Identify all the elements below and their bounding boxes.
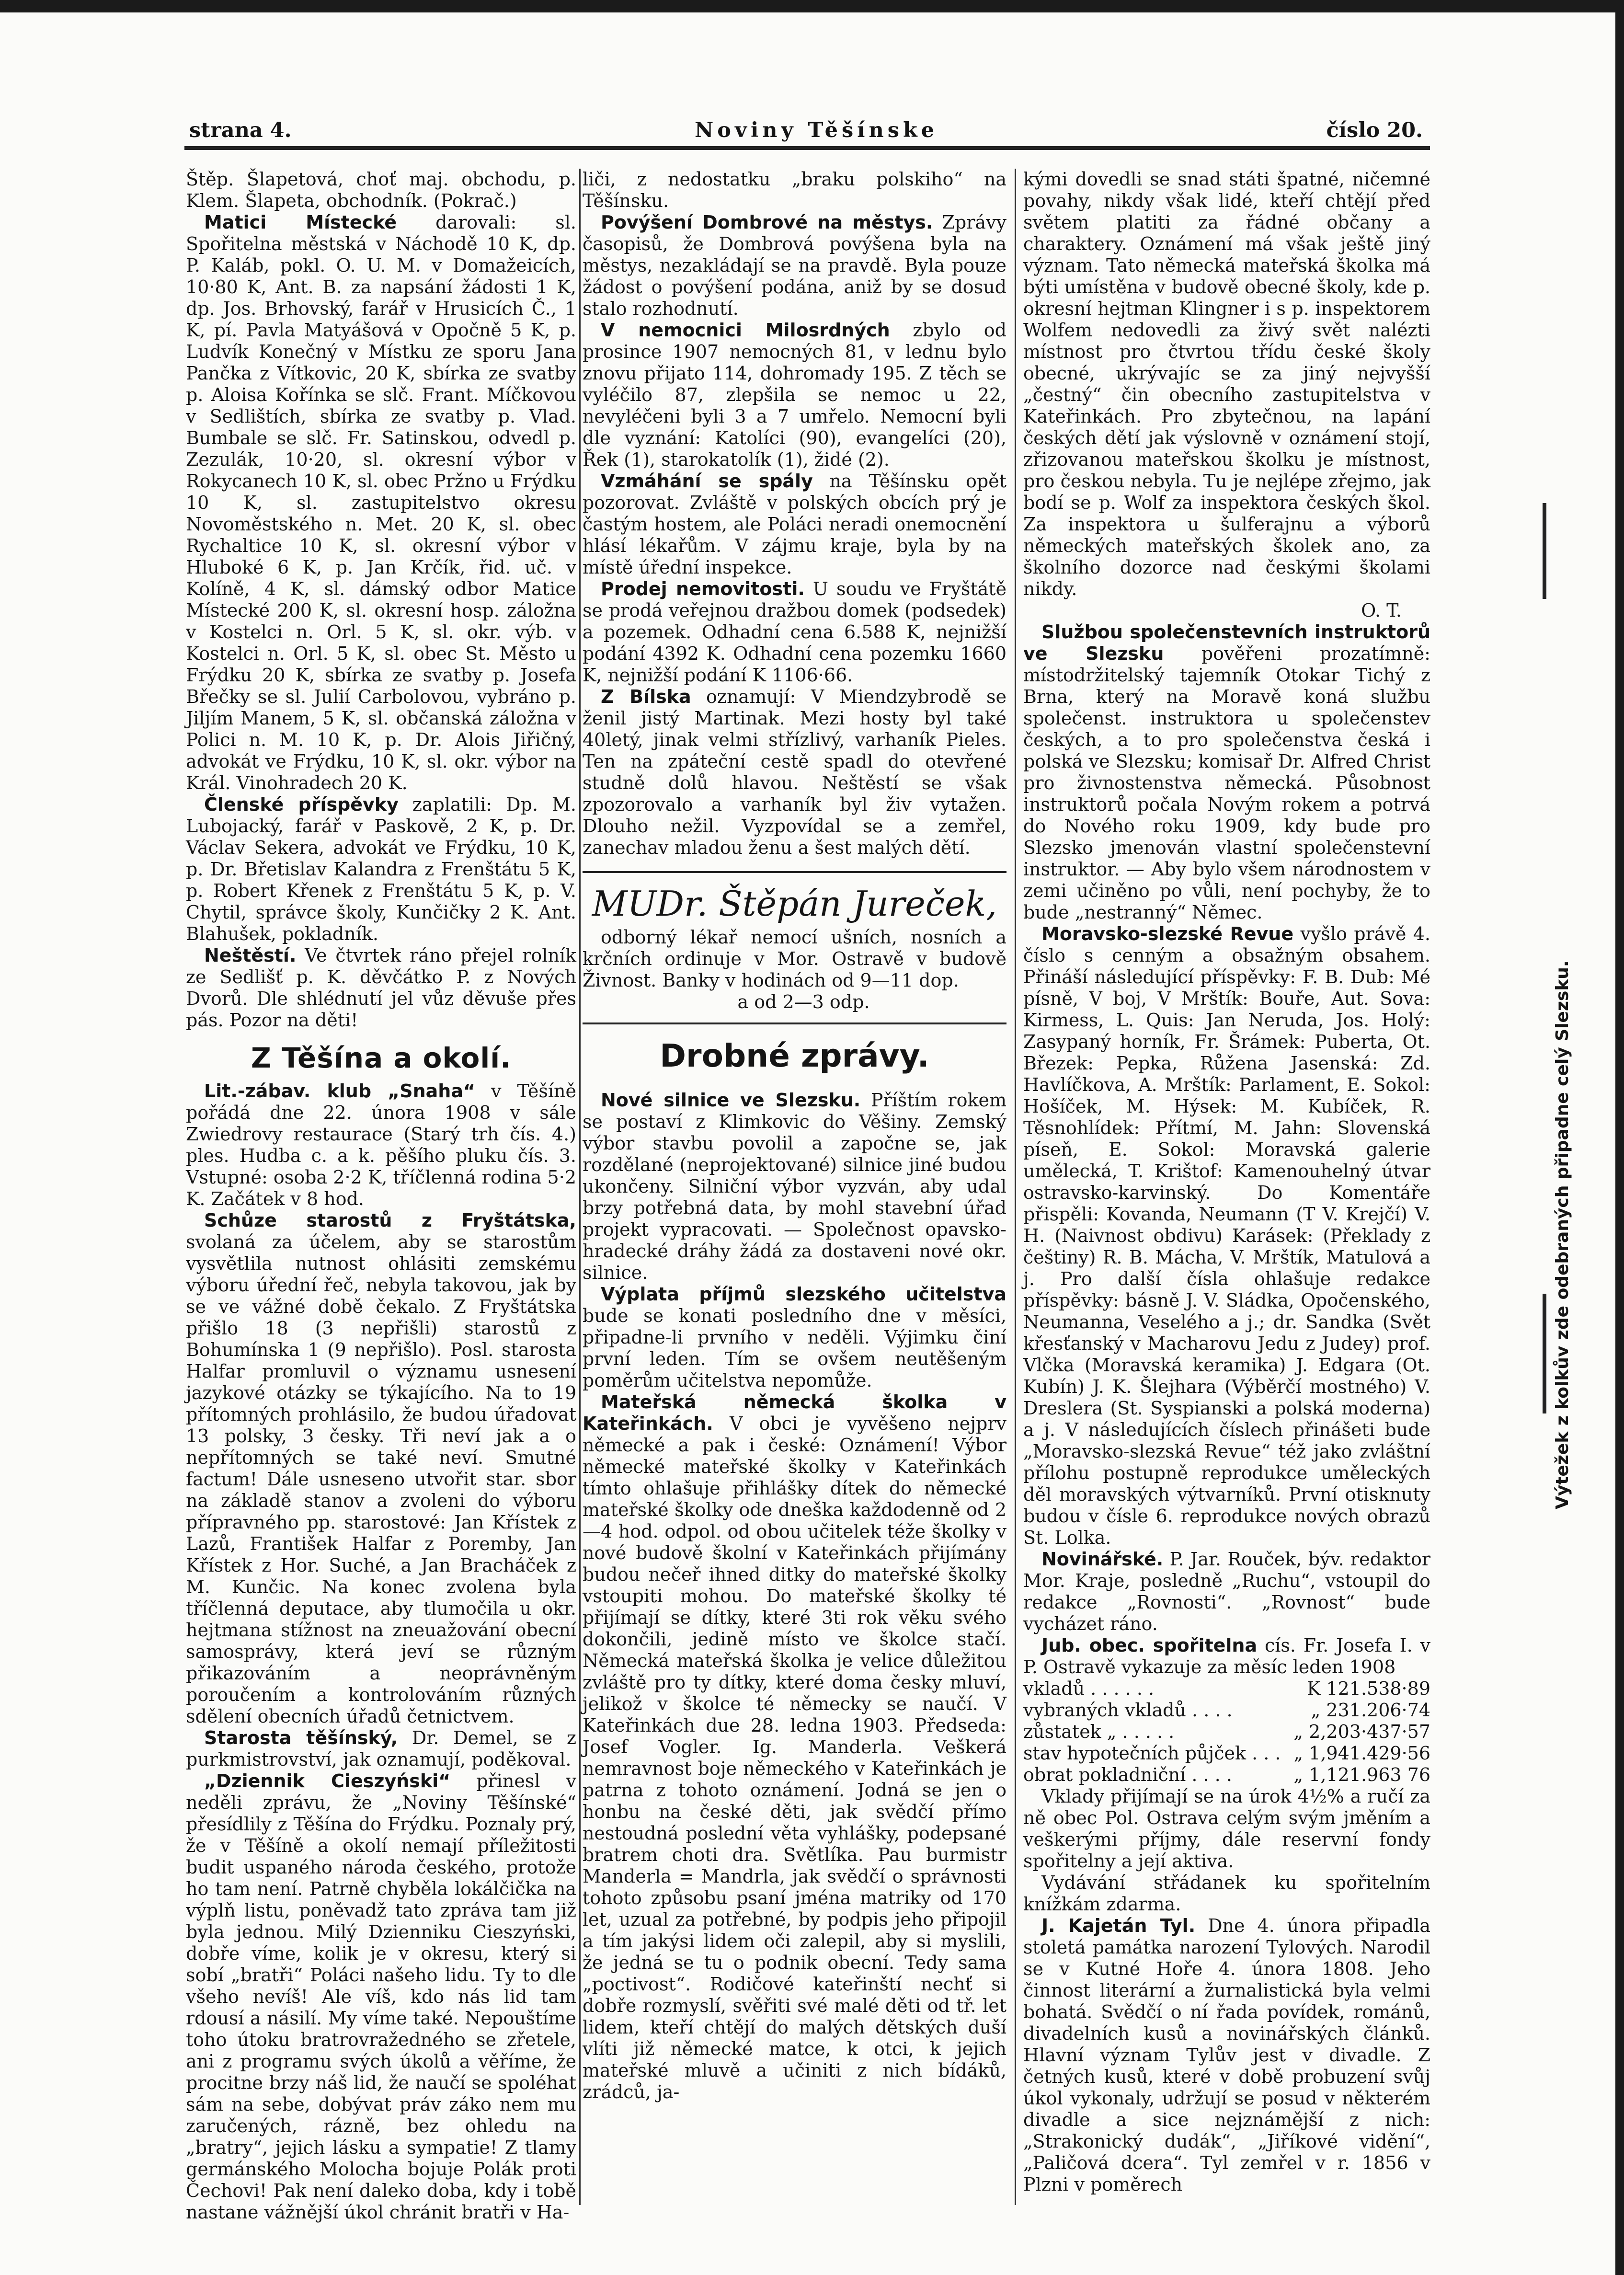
article-heading: Vzmáhání se spály bbox=[601, 471, 813, 492]
article-heading: Schůze starostů z Fryštátska, bbox=[204, 1210, 576, 1231]
article-heading: Neštěstí. bbox=[204, 945, 297, 966]
article-text: Příštím rokem se postaví z Klimkovic do Věšiny. Zemský výbor stavbu povolil a započne se, jak rozdělané (neprojektované) silnice jiné budou ukončeny. Silniční výbor vyzván, aby udal brzy potřebná data, by mohl stavební úřad projekt vypracovati. — Společnost opavsko-hradecké dráhy žádá za dostaveni nové okr. silnice. bbox=[583, 1090, 1007, 1283]
stat-label: obrat pokladniční . . . . bbox=[1023, 1764, 1232, 1785]
article-paragraph bbox=[186, 945, 576, 1031]
article-paragraph bbox=[1023, 1549, 1430, 1635]
article-paragraph: Vklady přijímají se na úrok 4½% a ručí za ně obec Pol. Ostrava celým svým jměním a veškerými příjmy, dále reservní fondy spořitelny a její aktiva. bbox=[1023, 1786, 1430, 1872]
article-heading: Mateřská německá školka v Kateřinkách. bbox=[583, 1391, 1006, 1434]
article-text: V obci je vyvěšeno nejprv německé a pak i české: Oznámení! Výbor německé mateřské školky v Kateřinkách tímto ohlašuje přihlášky dítek do německé mateřské školky ode dneška každodenně od 2—4 hod. odpol. od obou učitelek téže školky v nové budově školní v Kateřinkách přijímány budou nečeř ihned ditky do mateřské školky vstoupiti mohou. Do mateřské školky té přijímají se dítky, které 3ti rok věku svého dokončili, jedině místo ve školce stačí. Německá mateřská školka je velice důležitou zvláště pro ty dítky, které doma česky mluví, jelikož v školce té německy se naučí. V Kateřinkách due 28. ledna 1903. Předseda: Josef Vogler. Ig. Manderla. Veškerá nemravnost boje německého v Kateřinkách je patrna z tohoto oznámení. Jodná se jen o honbu na české děti, jak svědčí přímo nestoudná poslední věta vyhlášky, podepsané bratrem choti dra. Světlíka. Pau burmistr Manderla = Mandrla, jak svědčí o správnosti tohoto způsobu psaní jména matriky od 170 let, uzual za potřebné, by podpis jeho připojil a tím jakýsi lidem oči zalepil, aby si myslili, že jedná se tu o podnik obecní. Tedy sama „poctivost“. Rodičové kateřinští nechť si dobře rozmyslí, svěřiti své malé děti od tř. let lidem, kteří chtějí do malých dětských duší vlíti již německé matce, k otci, k jejich mateřské mluvě a učiniti z nich bídáků, zrádců, ja- bbox=[583, 1413, 1006, 2103]
article-paragraph bbox=[1023, 1635, 1430, 1678]
article-heading: Výplata příjmů slezského učitelstva bbox=[601, 1284, 1006, 1305]
article-heading: Členské příspěvky bbox=[204, 794, 399, 815]
article-paragraph bbox=[186, 1080, 576, 1210]
stat-label: vkladů . . . . . . bbox=[1023, 1678, 1155, 1699]
stat-value: 2,203·437·57 bbox=[1309, 1721, 1430, 1742]
article-heading: Nové silnice ve Slezsku. bbox=[601, 1090, 861, 1111]
savings-statistics bbox=[1023, 1678, 1430, 1786]
article-text: P. Jar. Rouček, býv. redaktor Mor. Kraje, posledně „Ruchu“, vstoupil do redakce „Rovnosti“. „Rovnost“ bude vycházet ráno. bbox=[1023, 1549, 1430, 1634]
article-paragraph bbox=[583, 320, 1006, 471]
article-paragraph: Vydávání střádanek ku spořitelním knížkám zdarma. bbox=[1023, 1872, 1430, 1915]
article-paragraph bbox=[186, 794, 576, 945]
article-heading: Jub. obec. spořitelna bbox=[1041, 1635, 1258, 1656]
margin-bar bbox=[1543, 1294, 1546, 1413]
article-text: Ve čtvrtek ráno přejel rolník ze Sedlišť p. K. děvčátko P. z Nových Dvorů. Dle shlédnutí jel vůz děvuše přes pás. Pozor na děti! bbox=[186, 945, 576, 1031]
article-heading: Moravsko-slezské Revue bbox=[1041, 923, 1294, 944]
article-text: pověřeni prozatímně: místodržitelský tajemník Otokar Tichý z Brna, který na Moravě koná službu společenst. instruktora u společenstev českých, a to pro společenstva česká i polská ve Slezsku; komisař Dr. Alfred Christ pro živnostenstva německá. Působnost instruktorů počala Novým rokem a potrvá do Nového roku 1909, kdy bude pro Slezsko jmenován vlastní společenstevní instruktor. — Aby bylo všem národnostem v zemi učiněno po vůli, není pochyby, že to bude „nestranný“ Němec. bbox=[1023, 643, 1430, 923]
stat-unit: K bbox=[1306, 1678, 1321, 1699]
article-heading: „Dziennik Cieszyński“ bbox=[204, 1770, 451, 1792]
stat-row bbox=[1023, 1678, 1430, 1700]
ad-text: odborný lékař nemocí ušních, nosních a krčních ordinuje v Mor. Ostravě v budově Živnost. Banky v hodinách od 9—11 dop. bbox=[583, 927, 1006, 991]
article-text: U soudu ve Fryštátě se prodá veřejnou dražbou domek (podsedek) a pozemek. Odhadní cena 6.588 K, nejnižší podání 4392 K. Odhadní cena pozemku 1660 K, nejnižší podání K 1106·66. bbox=[583, 578, 1007, 686]
column-3 bbox=[1023, 169, 1430, 2198]
section-heading: Drobné zprávy. bbox=[660, 1037, 929, 1074]
article-text: Dne 4. února připadla stoletá památka narození Tylových. Narodil se v Kutné Hoře 4. února 1808. Jeho činnost literární a žurnalistická byla velmi bohatá. Svědčí o ní řada povídek, románů, divadelních kusů a novinářských článků. Hlavní význam Tylův jest v divadle. Z četných kusů, které v době probuzení svůj úkol vykonaly, udržují se posud v některém divadle a sice nejznámější z nich: „Strakonický dudák“, „Jiříkové vidění“, „Paličová dcera“. Tyl zemřel v r. 1856 v Plzni v poměrech bbox=[1023, 1915, 1430, 2195]
article-paragraph bbox=[1023, 621, 1430, 923]
article-paragraph bbox=[583, 1391, 1006, 2103]
article-heading: Z Bílska bbox=[601, 686, 691, 707]
article-paragraph bbox=[583, 686, 1006, 859]
article-text: oznamují: V Miendzybrodě se ženil jistý Martinak. Mezi hosty byl také 40letý, jinak velmi střízlivý, varhaník Pieles. Ten na zpáteční cestě spadl do otevřené studně dolů hlavou. Neštěstí se však zpozorovalo a varhaník byl živ vytažen. Dlouho nežil. Vyzpovídal se a zemřel, zanechav mladou ženu a šest malých dětí. bbox=[583, 686, 1006, 858]
article-paragraph bbox=[186, 212, 576, 794]
article-paragraph: Štěp. Šlapetová, choť maj. obchodu, p. Klem. Šlapeta, obchodník. (Pokrač.) bbox=[186, 169, 576, 211]
article-paragraph bbox=[1023, 923, 1430, 1549]
article-text: vyšlo právě 4. číslo s cenným a obsažným obsahem. Přináší následující příspěvky: F. B. Dub: Mé písně, V boj, V Mrštík: Bouře, Aut. Sova: Kirmess, L. Quis: Jan Neruda, Jos. Holý: Zasypaný horník, Fr. Šrámek: Puberta, Ot. Březek: Pepka, Růžena Jasenská: Zd. Havlíčkova, A. Mrštík: Parlament, E. Sokol: Hošíček, M. Hýsek: M. Kubíček, R. Těsnohlídek: Přítmí, M. Jahn: Slovenská píseň, E. Sokol: Moravská galerie umělecká, T. Krištof: Kamenouhelný útvar ostravsko-karvinský. Do Komentáře přispěli: Kovanda, Neumann (T V. Krejčí) V. H. (Naivnost obdivu) Karásek: (Překlady z češtiny) R. B. Mácha, V. Mrštík, Matulová a j. Pro další čísla ohlašuje redakce příspěvky: básně J. V. Sládka, Opočenského, Neumanna, Veselého a j.; dr. Sandka (Svět křesťanský v Macharovu Jedu z Judey) prof. Vlčka (Moravská keramika) J. Edgara (Ot. Kubín) J. K. Šlejhara (Výběrčí mostného) V. Dreslera (St. Syspianski a polská moderna) a j. V následujících číslech přinášeti bude „Moravsko-slezská Revue“ též jako zvláštní přílohu postupně reprodukce uměleckých děl moravských výtvarníků. První otisknuty budou v čísle 6. reprodukce nových obrazů St. Lolka. bbox=[1023, 923, 1430, 1548]
article-paragraph bbox=[583, 1284, 1006, 1391]
article-heading: Povýšení Dombrové na městys. bbox=[601, 212, 933, 233]
article-paragraph: liči, z nedostatku „braku polskiho“ na Těšínsku. bbox=[583, 169, 1006, 211]
article-heading: Matici Místecké bbox=[204, 212, 397, 233]
stat-value: 1,941.429·56 bbox=[1309, 1743, 1430, 1764]
doctor-advertisement bbox=[583, 871, 1006, 1024]
header-rule bbox=[184, 146, 1430, 150]
article-heading: Starosta těšínský, bbox=[204, 1727, 398, 1748]
stat-label: zůstatek „ . . . . . bbox=[1023, 1721, 1175, 1742]
newspaper-title: Noviny Těšínske bbox=[695, 118, 938, 142]
ad-doctor-name: MUDr. Štěpán Jureček, bbox=[592, 884, 997, 924]
article-heading: J. Kajetán Tyl. bbox=[1041, 1915, 1196, 1936]
article-text: cís. Fr. Josefa I. v P. Ostravě vykazuje za měsíc leden 1908 bbox=[1023, 1635, 1430, 1678]
stat-unit: „ bbox=[1311, 1700, 1321, 1721]
article-text: zaplatili: Dp. M. Lubojacký, farář v Paskově, 2 K, p. Dr. Václav Sekera, advokát ve Frýdku, 10 K, p. Dr. Břetislav Kalandra z Frenštátu 5 K, p. Robert Křenek z Frenštátu 5 K, p. V. Chytil, správce školy, Kunčičky 2 K. Ant. Blahušek, pokladník. bbox=[186, 794, 576, 944]
section-heading: Z Těšína a okolí. bbox=[251, 1042, 512, 1074]
article-text: bude se konati posledního dne v měsíci, připadne-li prvního v neděli. Výjimku činí první leden. Tím se ovšem neutěšeným poměrům učitelstva nepomůže. bbox=[583, 1305, 1006, 1391]
page-number: strana 4. bbox=[189, 118, 292, 142]
ad-hours: a od 2—3 odp. bbox=[737, 991, 870, 1012]
column-divider bbox=[579, 169, 581, 2205]
issue-number: číslo 20. bbox=[1326, 118, 1423, 142]
stat-label: vybraných vkladů . . . . bbox=[1023, 1700, 1233, 1721]
stat-value: 231.206·74 bbox=[1326, 1700, 1430, 1721]
column-divider bbox=[1015, 169, 1016, 2205]
article-heading: Prodej nemovitosti. bbox=[601, 578, 805, 599]
article-text: svolaná za účelem, aby se starostům vysvětlila nutnost ohlásiti zemskému výboru úřední řeč, nebyla takovou, jak by se ve vážné době čekalo. Z Fryštátska přišlo 18 (3 nepřišli) starostů z Bohumínska 1 (9 nepřišlo). Posl. starosta Halfar promluvil o významu usnesení jazykové otázky se týkajícího. Na to 19 přítomných prohlásilo, že budou úřadovat 13 polsky, 3 česky. Tři neví jak a o nepřítomných se také neví. Smutné factum! Dále usneseno utvořit star. sbor na základě stanov a zvoleni do výboru přípravného pp. starostové: Jan Křístek z Lazů, František Halfar z Poremby, Jan Křístek z Hor. Suché, a Jan Bracháček z M. Kunčic. Na konec zvolena byla tříčlenná deputace, aby tlumočila u okr. hejtmana stížnost na zneuažování obecní samosprávy, která jeví se různým přikazováním a neoprávněným poroučením a kontrolováním různých sdělení obecních úřadů četnictvem. bbox=[186, 1231, 576, 1727]
article-heading: V nemocnici Milosrdných bbox=[601, 320, 890, 341]
article-heading: Službou společenstevních instruktorů ve Slezsku bbox=[1023, 621, 1430, 664]
article-text: zbylo od prosince 1907 nemocných 81, v lednu bylo znovu přijato 114, dohromady 195. Z těch se vyléčilo 87, zlepšila se nemoc u 22, nevyléčeni byli 3 a 7 umřelo. Nemocní byli dle vyznání: Katolíci (90), evangelíci (20), Řek (1), starokatolík (1), židé (2). bbox=[583, 320, 1006, 470]
page-header bbox=[189, 113, 1423, 146]
vertical-margin-text: Výtežek z kolkův zde odebraných připadne celý Slezsku. bbox=[1553, 960, 1572, 1509]
scan-edge-top bbox=[0, 0, 1624, 12]
article-text: Dr. Demel, se z purkmistrovství, jak oznamují, poděkoval. bbox=[186, 1727, 576, 1770]
stat-unit: „ bbox=[1293, 1764, 1304, 1785]
article-paragraph bbox=[583, 1090, 1006, 1284]
article-text: na Těšínsku opět pozorovat. Zvláště v polských obcích prý je častým hostem, ale Poláci neradi onemocnění hlásí lékařům. V zájmu kraje, byla by na místě úřední inspekce. bbox=[583, 471, 1007, 578]
column-1 bbox=[186, 169, 576, 2223]
article-paragraph bbox=[186, 1770, 576, 2223]
margin-bar bbox=[1543, 503, 1546, 599]
article-paragraph bbox=[583, 212, 1006, 320]
article-heading: Novinářské. bbox=[1041, 1549, 1164, 1570]
article-paragraph bbox=[186, 1727, 576, 1770]
stat-label: stav hypotečních půjček . . . bbox=[1023, 1743, 1281, 1764]
article-paragraph bbox=[583, 578, 1006, 686]
article-signature: O. T. bbox=[1361, 600, 1402, 621]
article-paragraph bbox=[1023, 1915, 1430, 2195]
article-paragraph: kými dovedli se snad státi špatné, ničemné povahy, nikdy však lidé, kteří chtějí před světem platiti za řádné občany a charaktery. Oznámení má však ještě jiný význam. Tato německá mateřská školka má býti umístěna v budově obecné školy, kde p. okresní hejtman Klingner i s p. inspektorem Wolfem nedovedli za živý svět nalézti místnost pro čtvrtou třídu české školy obecné, ukrývajíc se za jiný nejvyšší „čestný“ čin obecního zastupitelstva v Kateřinkách. Pro zbytečnou, na lapání českých dětí jak výslovně v oznámení stojí, zřizovanou mateřskou školku je místnost, pro českou nebyla. Tu je nejlépe zřejmo, jak bodí se p. Wolf za inspektora českých škol. Za inspektora u šulferajnu a výborů německých mateřských školek ano, za školního dozorce nad českými školami nikdy. bbox=[1023, 169, 1430, 599]
article-heading: Lit.-zábav. klub „Snaha“ bbox=[204, 1080, 475, 1102]
article-text: darovali: sl. Spořitelna městská v Náchodě 10 K, dp. P. Kaláb, pokl. O. U. M. v Domažeicích, 10·80 K, Ant. B. za napsání žádosti 1 K, dp. Jos. Brhovský, farář v Hrusicích Č., 1 K, pí. Pavla Matyášová v Opočně 5 K, p. Ludvík Konečný v Místku ze sporu Jana Pančka z Vítkovic, 20 K, sbírka ze svatby p. Aloisa Kořínka se slč. Frant. Míčkovou v Sedlištích, sbírka ze svatby p. Vlad. Bumbale se slč. Fr. Satinskou, odvedl p. Zezulák, 10·20, sl. okresní výbor v Rokycanech 10 K, sl. obec Pržno u Frýdku 10 K, sl. zastupitelstvo okresu Novoměstského n. Met. 20 K, sl. obec Rychaltice 10 K, sl. okresní výbor v Hluboké 6 K, p. Jan Krčík, řid. uč. v Kolíně, 4 K, sl. dámský odbor Matice Místecké 200 K, sl. okresní hosp. záložna v Kostelci n. Orl. 5 K, sl. okr. výb. v Kostelci n. Orl. 5 K, sl. obec St. Město u Frýdku 20 K, sbírka ze svatby p. Josefa Břečky se sl. Julií Carbolovou, vybráno p. Jiljím Manem, 5 K, sl. občanská záložna v Polici n. M. 10 K, p. Dr. Alois Jiřičný, advokát ve Frýdku, 10 K, sl. okr. výbor na Král. Vinohradech 20 K. bbox=[186, 212, 576, 793]
stat-row bbox=[1023, 1700, 1430, 1721]
article-text: Zprávy časopisů, že Dombrová povýšena byla na městys, nezakládají se na pravdě. Byla pouze žádost o povýšení podána, aniž by se dosud stalo rozhodnutí. bbox=[583, 212, 1006, 319]
stat-value: 1,121.963 76 bbox=[1309, 1764, 1430, 1785]
stat-value: 121.538·89 bbox=[1326, 1678, 1430, 1699]
stat-unit: „ bbox=[1293, 1743, 1304, 1764]
stat-unit: „ bbox=[1293, 1721, 1304, 1742]
article-paragraph bbox=[583, 471, 1006, 578]
column-2 bbox=[583, 169, 1006, 2198]
stat-row bbox=[1023, 1721, 1430, 1743]
article-paragraph bbox=[186, 1210, 576, 1727]
article-text: přinesl v neděli zprávu, že „Noviny Těšínské“ přesídlily z Těšína do Frýdku. Poznaly prý, že v Těšíně a okolí nemají příležitosti budit uspaného národa českého, protože ho tam není. Patrně chyběla lokálčička na výplň listu, poněvadž tato zpráva tam již byla jednou. Milý Dzienniku Cieszyński, dobře víme, kolik je v okresu, který si sobí „bratři“ Poláci našeho lidu. Ty to dle všeho nevíš! Ale víš, kdo nás lid tam rdousí a násilí. My víme také. Nepouštíme toho útoku bratrovražedného se zřetele, ani z programu svých úkolů a věříme, že procitne brzy náš lid, že naučí se spoléhat sám na sebe, dobývat práv záko nem mu zaručených, rázně, bez ohledu na „bratry“, jejich lásku a sympatie! Z tlamy germánského Molocha bojuje Polák proti Čechovi! Pak není daleko doba, kdy i tobě nastane vážnější úkol chránit bratři v Ha- bbox=[186, 1770, 576, 2223]
stat-row bbox=[1023, 1743, 1430, 1764]
stat-row bbox=[1023, 1764, 1430, 1786]
article-text: v Těšíně pořádá dne 22. února 1908 v sále Zwiedrovy restaurace (Starý trh čís. 4.) ples. Hudba c. a k. pěšího pluku čís. 3. Vstupné: osoba 2·2 K, tříčlenná rodina 5·2 K. Začátek v 8 hod. bbox=[186, 1080, 576, 1209]
scan-edge-right bbox=[1615, 0, 1624, 2275]
